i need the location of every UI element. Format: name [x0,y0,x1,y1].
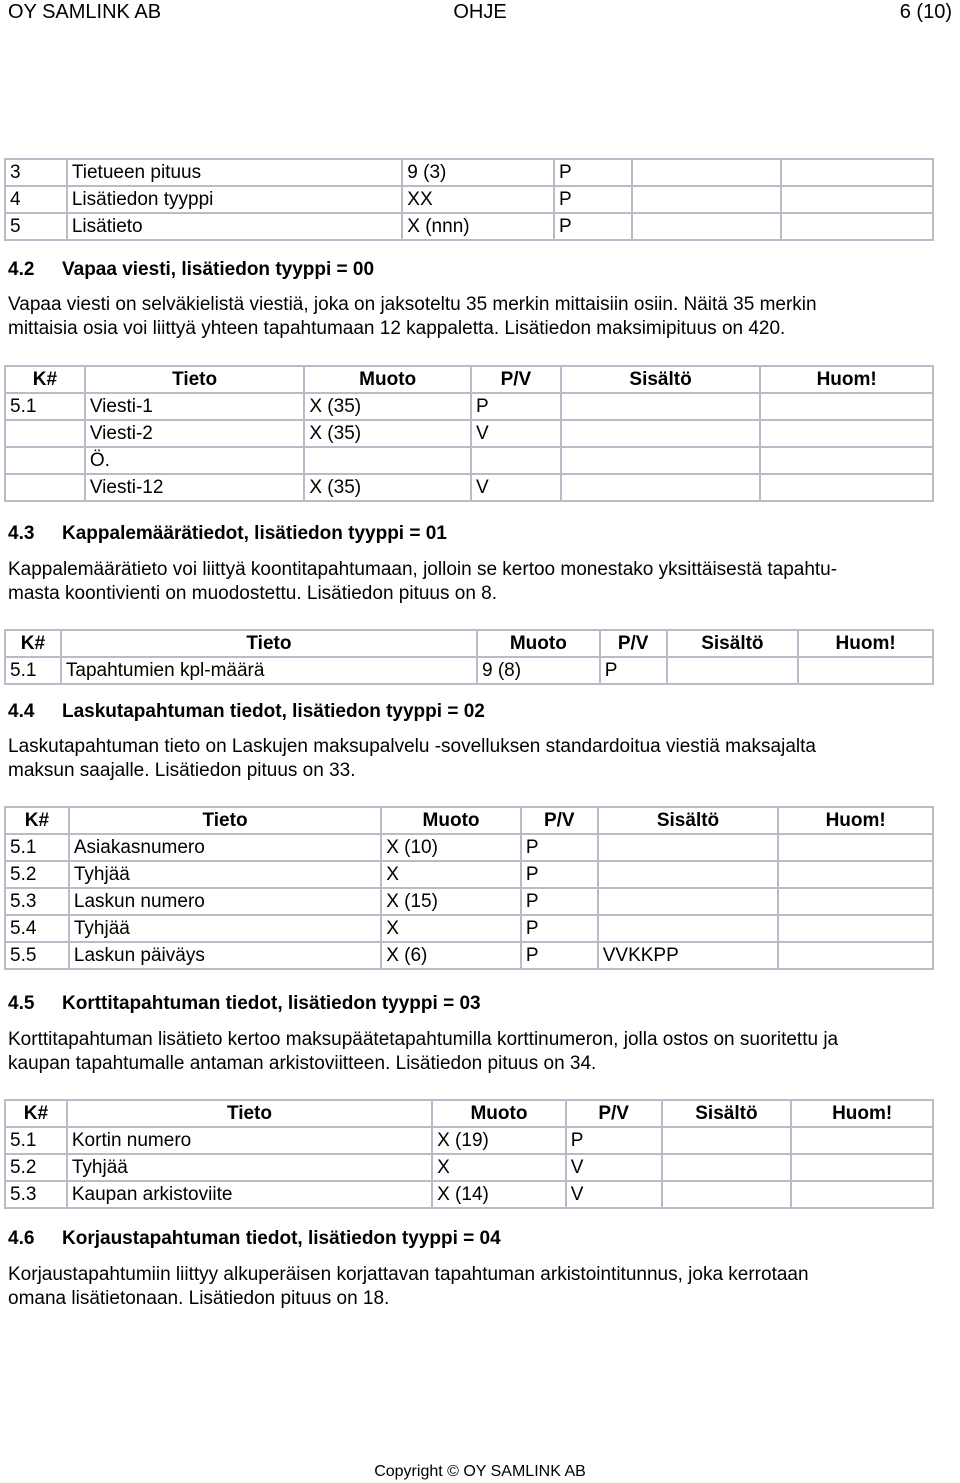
column-header: K# [5,1100,67,1127]
table-cell: X [381,915,521,942]
table-cell: X (35) [304,420,471,447]
table-cell [760,393,933,420]
table-cell: X [432,1154,566,1181]
table-cell: 3 [5,159,67,186]
table-cell [791,1181,933,1208]
table-cell: P [600,657,667,684]
table-cell: 5.3 [5,888,69,915]
header-doc-type: OHJE [453,1,507,23]
table-cell: V [566,1181,662,1208]
table-cell: P [471,393,561,420]
table-cell: VVKKPP [598,942,779,969]
table-cell: P [566,1127,662,1154]
table-cell [778,834,933,861]
table-cell [781,159,933,186]
table-cell: Tyhjää [67,1154,432,1181]
footer-copyright: Copyright © OY SAMLINK AB [374,1463,586,1480]
table-cell [778,861,933,888]
column-header: K# [5,807,69,834]
table-cell: X (6) [381,942,521,969]
table-cell [791,1127,933,1154]
table-cell: 9 (3) [402,159,554,186]
column-header: Muoto [304,366,471,393]
section-heading-4-6: 4.6 Korjaustapahtuman tiedot, lisätiedon tyyppi = 04 [8,1228,501,1249]
table-cell: Viesti-2 [85,420,305,447]
table-header-row [5,807,933,834]
table-row [5,159,933,186]
column-header: K# [5,630,61,657]
table-cell [561,420,761,447]
table-cell [662,1154,792,1181]
table-cell [667,657,799,684]
table-cell: Tyhjää [69,915,381,942]
column-header: Tieto [67,1100,432,1127]
column-header: P/V [521,807,598,834]
table-cell [561,393,761,420]
table-cell: 5.2 [5,861,69,888]
table-cell [304,447,471,474]
section-heading-4-2: 4.2 Vapaa viesti, lisätiedon tyyppi = 00 [8,259,375,280]
table-cell: X [381,861,521,888]
piece-count-table [4,629,934,685]
table-cell: 5.2 [5,1154,67,1181]
table-cell [632,159,782,186]
table-cell: X (15) [381,888,521,915]
table-cell: P [554,186,632,213]
table-cell [791,1154,933,1181]
table-row [5,657,933,684]
column-header: Muoto [432,1100,566,1127]
table-cell: Laskun päiväys [69,942,381,969]
table-cell: X (nnn) [402,213,554,240]
table-row [5,834,933,861]
table-cell: Kaupan arkistoviite [67,1181,432,1208]
column-header: Huom! [791,1100,933,1127]
table-cell: P [521,861,598,888]
section-paragraph-4-4: Laskutapahtuman tieto on Laskujen maksupalvelu -sovelluksen standardoitua viestiä maksajalta maksun saajalle. Lisätiedon pituus on 33. [8,736,816,781]
table-cell: 5.1 [5,657,61,684]
column-header: Tieto [69,807,381,834]
column-header: Sisältö [598,807,779,834]
invoice-event-table [4,806,934,970]
header-page-number: 6 (10) [899,1,952,23]
column-header: Huom! [798,630,933,657]
section-paragraph-4-3: Kappalemäärätieto voi liittyä koontitapahtumaan, jolloin se kertoo monestako yksittäisestä tapahtu- masta koontivienti on muodostettu. Lisätiedon pituus on 8. [8,559,838,604]
table-cell: V [471,474,561,501]
table-cell: Kortin numero [67,1127,432,1154]
table-cell: Lisätiedon tyyppi [67,186,402,213]
column-header: P/V [471,366,561,393]
table-cell: Tietueen pituus [67,159,402,186]
table-cell [662,1181,792,1208]
table-cell [760,420,933,447]
table-row [5,393,933,420]
column-header: Muoto [477,630,600,657]
table-cell: 5.4 [5,915,69,942]
table-cell: P [554,159,632,186]
table-cell [632,186,782,213]
column-header: P/V [600,630,667,657]
table-cell: Ö. [85,447,305,474]
section-paragraph-4-2: Vapaa viesti on selväkielistä viestiä, joka on jaksoteltu 35 merkin mittaisiin osiin. Näitä 35 merkin mittaisia osia voi liittyä yhteen tapahtumaan 12 kappaletta. Lisätiedon maksimipituus on 420. [8,294,817,339]
table-row [5,447,933,474]
table-cell: 5.3 [5,1181,67,1208]
table-cell [778,942,933,969]
table-cell: Laskun numero [69,888,381,915]
table-cell [662,1127,792,1154]
table-row [5,942,933,969]
table-cell: X (35) [304,393,471,420]
table-cell [598,861,779,888]
table-cell [778,888,933,915]
table-cell: V [471,420,561,447]
table-cell [598,915,779,942]
table-row [5,888,933,915]
table-cell: Tapahtumien kpl-määrä [61,657,477,684]
table-cell: XX [402,186,554,213]
table-row [5,420,933,447]
table-cell: P [521,834,598,861]
table-cell [5,447,85,474]
free-message-table [4,365,934,502]
table-cell [471,447,561,474]
table-cell [598,888,779,915]
column-header: P/V [566,1100,662,1127]
table-cell: 4 [5,186,67,213]
table-cell [778,915,933,942]
table-cell: V [566,1154,662,1181]
section-heading-4-5: 4.5 Korttitapahtuman tiedot, lisätiedon tyyppi = 03 [8,993,481,1014]
column-header: Tieto [61,630,477,657]
section-heading-4-4: 4.4 Laskutapahtuman tiedot, lisätiedon tyyppi = 02 [8,701,485,722]
column-header: Muoto [381,807,521,834]
column-header: Sisältö [561,366,761,393]
table-cell [632,213,782,240]
table-cell: Tyhjää [69,861,381,888]
table-header-row [5,1100,933,1127]
card-event-table [4,1099,934,1209]
table-row [5,1154,933,1181]
section-paragraph-4-5: Korttitapahtuman lisätieto kertoo maksupäätetapahtumilla korttinumeron, jolla ostos on suoritettu ja kaupan tapahtumalle antaman arkistoviitteen. Lisätiedon pituus on 34. [8,1029,839,1074]
table-row [5,213,933,240]
table-cell [781,213,933,240]
table-row [5,915,933,942]
table-cell: 9 (8) [477,657,600,684]
table-cell [760,447,933,474]
record-table-continued [4,158,934,241]
column-header: Sisältö [662,1100,792,1127]
column-header: Sisältö [667,630,799,657]
table-cell: 5.1 [5,393,85,420]
table-cell [760,474,933,501]
header-company: OY SAMLINK AB [8,1,162,23]
table-row [5,1181,933,1208]
column-header: Huom! [760,366,933,393]
table-cell: 5.5 [5,942,69,969]
section-paragraph-4-6: Korjaustapahtumiin liittyy alkuperäisen korjattavan tapahtuman arkistointitunnus, joka kerrotaan omana lisätietonaan. Lisätiedon pituus on 18. [8,1264,809,1309]
table-cell: P [521,942,598,969]
table-cell: Asiakasnumero [69,834,381,861]
table-cell: Viesti-1 [85,393,305,420]
table-row [5,474,933,501]
table-cell: X (10) [381,834,521,861]
table-cell: 5.1 [5,834,69,861]
table-cell: P [554,213,632,240]
column-header: K# [5,366,85,393]
table-row [5,186,933,213]
table-header-row [5,366,933,393]
table-cell [781,186,933,213]
column-header: Huom! [778,807,933,834]
table-row [5,861,933,888]
table-cell: X (19) [432,1127,566,1154]
table-header-row [5,630,933,657]
table-cell: X (35) [304,474,471,501]
table-cell: 5.1 [5,1127,67,1154]
table-cell: P [521,888,598,915]
table-cell [598,834,779,861]
table-cell [5,420,85,447]
section-heading-4-3: 4.3 Kappalemäärätiedot, lisätiedon tyyppi = 01 [8,523,447,544]
table-cell: Lisätieto [67,213,402,240]
table-cell: X (14) [432,1181,566,1208]
table-cell: Viesti-12 [85,474,305,501]
table-cell: 5 [5,213,67,240]
table-cell [561,447,761,474]
table-cell [798,657,933,684]
table-cell [5,474,85,501]
column-header: Tieto [85,366,305,393]
table-cell: P [521,915,598,942]
table-cell [561,474,761,501]
table-row [5,1127,933,1154]
